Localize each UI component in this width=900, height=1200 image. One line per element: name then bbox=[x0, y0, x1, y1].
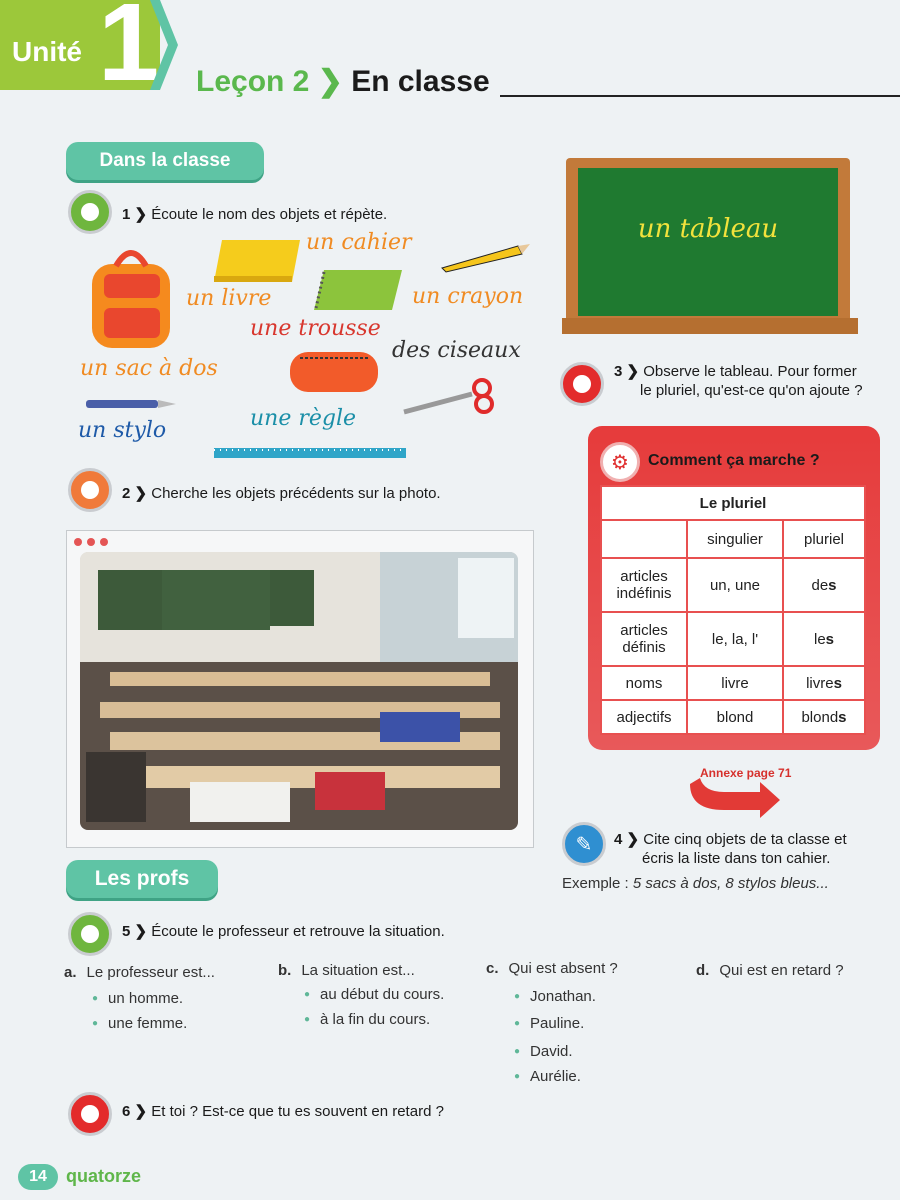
frame-dot bbox=[87, 538, 95, 546]
word-crayon: un crayon bbox=[412, 284, 524, 309]
row-label: articles indéfinis bbox=[601, 558, 687, 612]
page-number: 14 bbox=[18, 1164, 58, 1190]
speak-icon bbox=[68, 468, 112, 512]
gears-icon: ⚙ bbox=[600, 442, 640, 482]
word-regle: une règle bbox=[250, 406, 357, 431]
exercise-1: 1 ❯ Écoute le nom des objets et répète. bbox=[122, 206, 388, 223]
exercise-6: 6 ❯ Et toi ? Est-ce que tu es souvent en retard ? bbox=[122, 1103, 444, 1120]
cell-singulier: livre bbox=[687, 666, 783, 700]
pencil-case-icon bbox=[286, 342, 382, 396]
situation-c-item: ● David. bbox=[514, 1043, 573, 1060]
situation-b-item: ● à la fin du cours. bbox=[304, 1011, 430, 1028]
chevron-decoration-icon bbox=[150, 0, 180, 90]
lesson-name: En classe bbox=[351, 65, 490, 98]
lesson-chevron-icon: ❯ bbox=[317, 65, 343, 98]
pencil-write-icon: ✎ bbox=[575, 832, 593, 856]
chalkboard-ledge bbox=[562, 318, 858, 334]
grammar-title: Comment ça marche ? bbox=[648, 452, 820, 469]
cell-singulier: blond bbox=[687, 700, 783, 734]
lesson-title bbox=[196, 64, 490, 99]
exercise-5: 5 ❯ Écoute le professeur et retrouve la situation. bbox=[122, 923, 445, 940]
classroom-photo bbox=[80, 552, 518, 830]
cell-singulier: le, la, l' bbox=[687, 612, 783, 666]
col-pluriel: pluriel bbox=[783, 520, 865, 558]
listen-icon bbox=[68, 190, 112, 234]
situation-c-item: ● Pauline. bbox=[514, 1015, 584, 1032]
section-pill-classroom: Dans la classe bbox=[66, 142, 264, 180]
cell-pluriel: des bbox=[783, 558, 865, 612]
situation-b-item: ● au début du cours. bbox=[304, 986, 444, 1003]
word-livre: un livre bbox=[186, 286, 272, 311]
lesson-label: Leçon 2 bbox=[196, 65, 310, 98]
annexe-link[interactable]: Annexe page 71 bbox=[700, 766, 792, 780]
pencil-icon bbox=[440, 240, 532, 274]
page-word: quatorze bbox=[66, 1166, 142, 1186]
book-icon bbox=[212, 236, 304, 286]
situation-c-item: ● Jonathan. bbox=[514, 988, 596, 1005]
situation-a-title: a. Le professeur est... bbox=[64, 964, 215, 981]
word-tableau: un tableau bbox=[637, 214, 779, 244]
col-singulier: singulier bbox=[687, 520, 783, 558]
row-label: articles définis bbox=[601, 612, 687, 666]
ruler-icon bbox=[214, 446, 406, 460]
situation-d-title: d. Qui est en retard ? bbox=[696, 962, 844, 979]
situation-b-title: b. La situation est... bbox=[278, 962, 415, 979]
word-cahier: un cahier bbox=[306, 230, 412, 255]
cell-pluriel: les bbox=[783, 612, 865, 666]
unit-number: 1 bbox=[98, 0, 160, 104]
cell-pluriel: blonds bbox=[783, 700, 865, 734]
table-caption: Le pluriel bbox=[601, 486, 865, 520]
exercise-3: 3 ❯ Observe le tableau. Pour former le pluriel, qu'est-ce qu'on ajoute ? bbox=[614, 363, 863, 399]
title-rule bbox=[500, 95, 900, 97]
situation-c-item: ● Aurélie. bbox=[514, 1068, 581, 1085]
backpack-icon bbox=[86, 244, 176, 354]
situation-a-item: ● un homme. bbox=[92, 990, 183, 1007]
notebook-icon bbox=[312, 266, 404, 314]
word-ciseaux: des ciseaux bbox=[392, 338, 521, 363]
row-label: noms bbox=[601, 666, 687, 700]
unit-label: Unité bbox=[12, 36, 82, 67]
cell-singulier: un, une bbox=[687, 558, 783, 612]
plural-table bbox=[600, 485, 866, 735]
exercise-4: 4 ❯ Cite cinq objets de ta classe et écris la liste dans ton cahier. bbox=[614, 831, 847, 867]
cell-pluriel: livres bbox=[783, 666, 865, 700]
frame-dot bbox=[100, 538, 108, 546]
section-pill-teachers: Les profs bbox=[66, 860, 218, 898]
word-trousse: une trousse bbox=[250, 316, 381, 341]
exercise-4-example: Exemple : 5 sacs à dos, 8 stylos bleus... bbox=[562, 875, 829, 892]
situation-c-title: c. Qui est absent ? bbox=[486, 960, 618, 977]
row-label: adjectifs bbox=[601, 700, 687, 734]
situation-a-item: ● une femme. bbox=[92, 1015, 187, 1032]
scissors-icon bbox=[400, 376, 500, 416]
write-icon bbox=[562, 822, 606, 866]
frame-dot bbox=[74, 538, 82, 546]
table-cell-empty bbox=[601, 520, 687, 558]
word-stylo: un stylo bbox=[78, 418, 167, 443]
speak-icon bbox=[560, 362, 604, 406]
word-sac: un sac à dos bbox=[80, 356, 218, 381]
listen-icon bbox=[68, 912, 112, 956]
exercise-2: 2 ❯ Cherche les objets précédents sur la photo. bbox=[122, 485, 441, 502]
pen-icon bbox=[84, 396, 178, 412]
speak-icon bbox=[68, 1092, 112, 1136]
